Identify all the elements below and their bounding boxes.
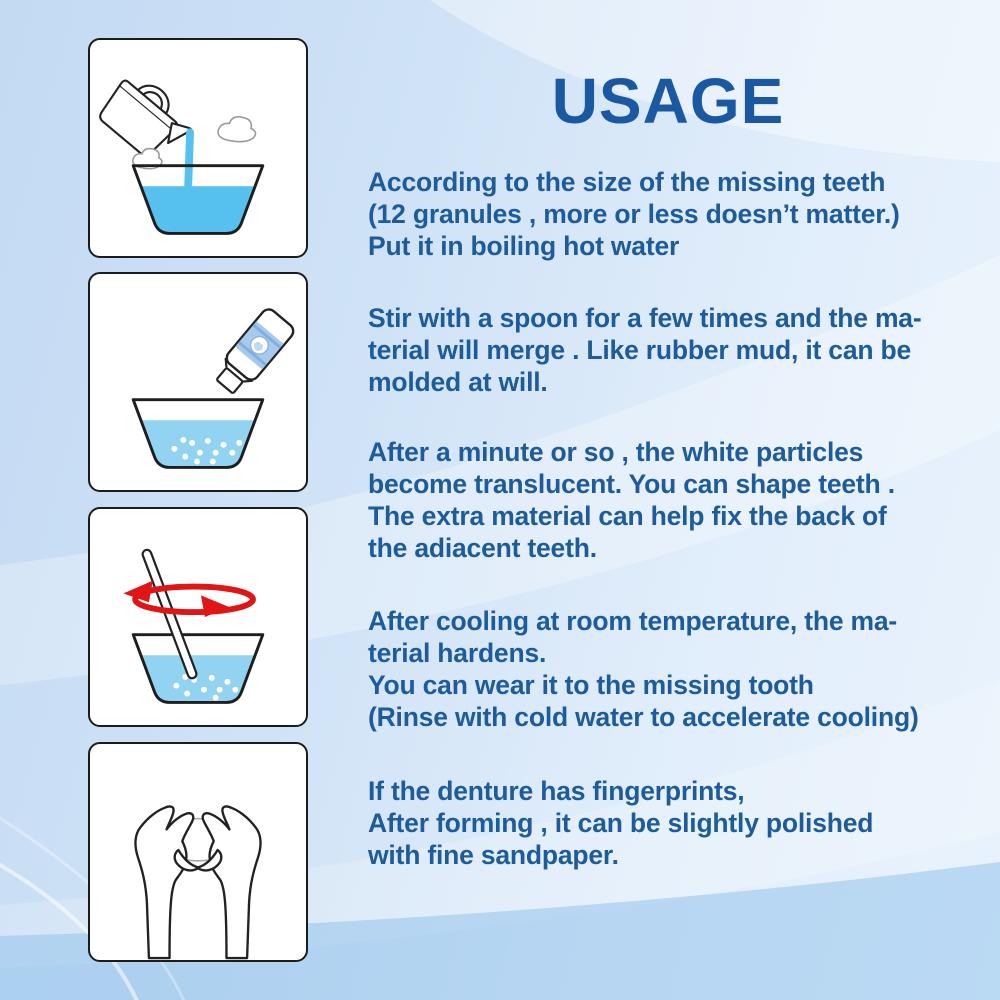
text-line: If the denture has fingerprints, xyxy=(368,776,745,806)
step-2-illustration xyxy=(88,272,308,492)
bowl-icon xyxy=(133,400,263,468)
text-line: (Rinse with cold water to accelerate cooling) xyxy=(368,702,919,732)
text-line: You can wear it to the missing tooth xyxy=(368,670,814,700)
step-4-illustration xyxy=(88,742,308,962)
step-1-text xyxy=(368,166,998,262)
step-1-illustration xyxy=(88,38,308,258)
step-3-text xyxy=(368,436,998,564)
text-line: After forming , it can be slightly polished xyxy=(368,808,874,838)
bottle-icon xyxy=(210,306,296,398)
bowl-icon xyxy=(133,635,263,703)
bowl-icon xyxy=(133,166,263,234)
text-line: with fine sandpaper. xyxy=(368,840,619,870)
step-5-text xyxy=(368,775,998,871)
text-line: According to the size of the missing teeth xyxy=(368,167,886,197)
text-line: After cooling at room temperature, the ma- xyxy=(368,606,898,636)
step-4-text xyxy=(368,605,998,733)
step-3-illustration xyxy=(88,507,308,727)
page-title: USAGE xyxy=(551,65,785,137)
text-line: Stir with a spoon for a few times and the ma- xyxy=(368,303,922,333)
text-line: terial hardens. xyxy=(368,638,547,668)
steam-icon xyxy=(218,117,255,142)
water-stream xyxy=(184,128,194,189)
text-line: The extra material can help fix the back of xyxy=(368,501,887,531)
step-2-text xyxy=(368,302,998,398)
text-line: terial will merge . Like rubber mud, it can be xyxy=(368,335,912,365)
text-line: After a minute or so , the white particles xyxy=(368,437,864,467)
text-line: become translucent. You can shape teeth . xyxy=(368,469,895,499)
rotation-arrows-icon xyxy=(123,581,253,617)
text-line: the adiacent teeth. xyxy=(368,533,597,563)
text-line: Put it in boiling hot water xyxy=(368,231,680,261)
text-line: (12 granules , more or less doesn’t matter.) xyxy=(368,199,900,229)
text-line: molded at will. xyxy=(368,367,548,397)
